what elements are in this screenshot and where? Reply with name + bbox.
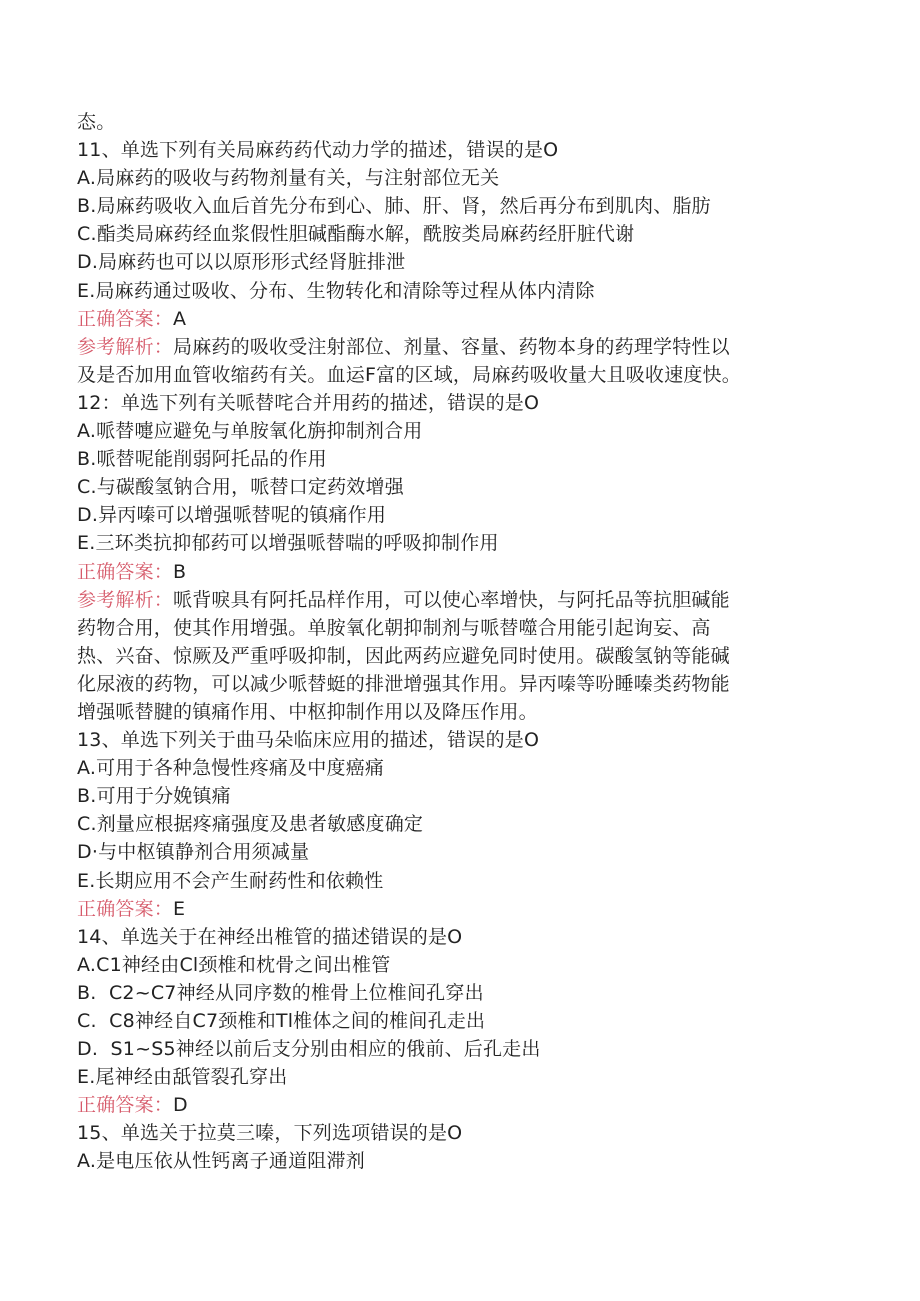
text-line: A.可用于各种急慢性疼痛及中度癌痛: [77, 757, 385, 780]
text-line: C.与碳酸氢钠合用，哌替口定药效增强: [77, 476, 404, 499]
answer-value: D: [173, 1094, 188, 1117]
answer-line: [77, 1091, 837, 1119]
text-line: 热、兴奋、惊厥及严重呼吸抑制，因此两药应避免同时使用。碳酸氢钠等能碱: [77, 644, 730, 667]
text-line: 14、单选关于在神经出椎管的描述错误的是O: [77, 925, 463, 948]
analysis-line: [77, 586, 837, 614]
answer-label: 正确答案：: [77, 1094, 174, 1117]
answer-line: [77, 558, 837, 586]
analysis-text: 哌背唳具有阿托品样作用，可以使心率增快，与阿托品等抗胆碱能: [173, 588, 730, 611]
text-line: A.局麻药的吸收与药物剂量有关，与注射部位无关: [77, 167, 500, 190]
text-line: B.哌替呢能削弱阿托品的作用: [77, 448, 327, 471]
answer-label: 正确答案：: [77, 307, 174, 330]
text-line: B.局麻药吸收入血后首先分布到心、肺、肝、肾，然后再分布到肌肉、脂肪: [77, 195, 711, 218]
answer-line: [77, 895, 837, 923]
text-line: 态。: [77, 111, 116, 133]
answer-value: A: [173, 307, 187, 330]
text-line: D.异丙嗪可以增强哌替呢的镇痛作用: [77, 504, 387, 527]
answer-value: E: [173, 897, 186, 920]
text-line: C.剂量应根据疼痛强度及患者敏感度确定: [77, 813, 424, 836]
text-line: E.三环类抗抑郁药可以增强哌替喘的呼吸抑制作用: [77, 532, 499, 555]
text-line: C.酯类局麻药经血浆假性胆碱酯酶水解，酰胺类局麻药经肝脏代谢: [77, 223, 635, 246]
document-body: [77, 108, 837, 1176]
text-line: E.长期应用不会产生耐药性和依赖性: [77, 869, 384, 892]
analysis-label: 参考解析：: [77, 588, 174, 611]
text-line: 13、单选下列关于曲马朵临床应用的描述，错误的是O: [77, 729, 540, 752]
answer-line: [77, 305, 837, 333]
answer-value: B: [173, 560, 187, 583]
text-line: D.局麻药也可以以原形形式经肾脏排泄: [77, 251, 406, 274]
text-line: 15、单选关于拉莫三嗪，下列选项错误的是O: [77, 1122, 463, 1145]
analysis-text: 局麻药的吸收受注射部位、剂量、容量、药物本身的药理学特性以: [173, 335, 730, 358]
answer-label: 正确答案：: [77, 560, 174, 583]
text-line: D. S1~S5神经以前后支分别由相应的俄前、后孔走出: [77, 1038, 541, 1061]
text-line: D·与中枢镇静剂合用须减量: [77, 841, 310, 864]
text-line: 增强哌替腱的镇痛作用、中枢抑制作用以及降压作用。: [77, 700, 538, 723]
text-line: C. C8神经自C7颈椎和Tl椎体之间的椎间孔走出: [77, 1010, 486, 1032]
text-line: A.是电压依从性钙离子通道阻滞剂: [77, 1150, 365, 1173]
text-line: 12：单选下列有关哌替咤合并用药的描述，错误的是O: [77, 391, 540, 414]
answer-label: 正确答案：: [77, 897, 174, 920]
text-line: B.可用于分娩镇痛: [77, 785, 231, 808]
analysis-line: [77, 333, 837, 361]
text-line: 11、单选下列有关局麻药药代动力学的描述，错误的是O: [77, 139, 559, 162]
text-line: 及是否加用血管收缩药有关。血运F富的区域，局麻药吸收量大且吸收速度快。: [77, 363, 741, 386]
document-page: [77, 108, 837, 1176]
analysis-label: 参考解析：: [77, 335, 174, 358]
text-line: 药物合用，使其作用增强。单胺氧化朝抑制剂与哌替噬合用能引起询妄、高: [77, 616, 711, 639]
text-line: 化尿液的药物，可以减少哌替蜓的排泄增强其作用。异丙嗪等吩睡嗪类药物能: [77, 672, 730, 695]
text-line: A.C1神经由Cl颈椎和枕骨之间出椎管: [77, 953, 391, 976]
text-line: E.局麻药通过吸收、分布、生物转化和清除等过程从体内清除: [77, 279, 595, 302]
text-line: E.尾神经由舐管裂孔穿出: [77, 1066, 288, 1089]
text-line: A.哌替嚏应避免与单胺氧化旃抑制剂合用: [77, 420, 423, 443]
text-line: B. C2~C7神经从同序数的椎骨上位椎间孔穿出: [77, 981, 484, 1004]
